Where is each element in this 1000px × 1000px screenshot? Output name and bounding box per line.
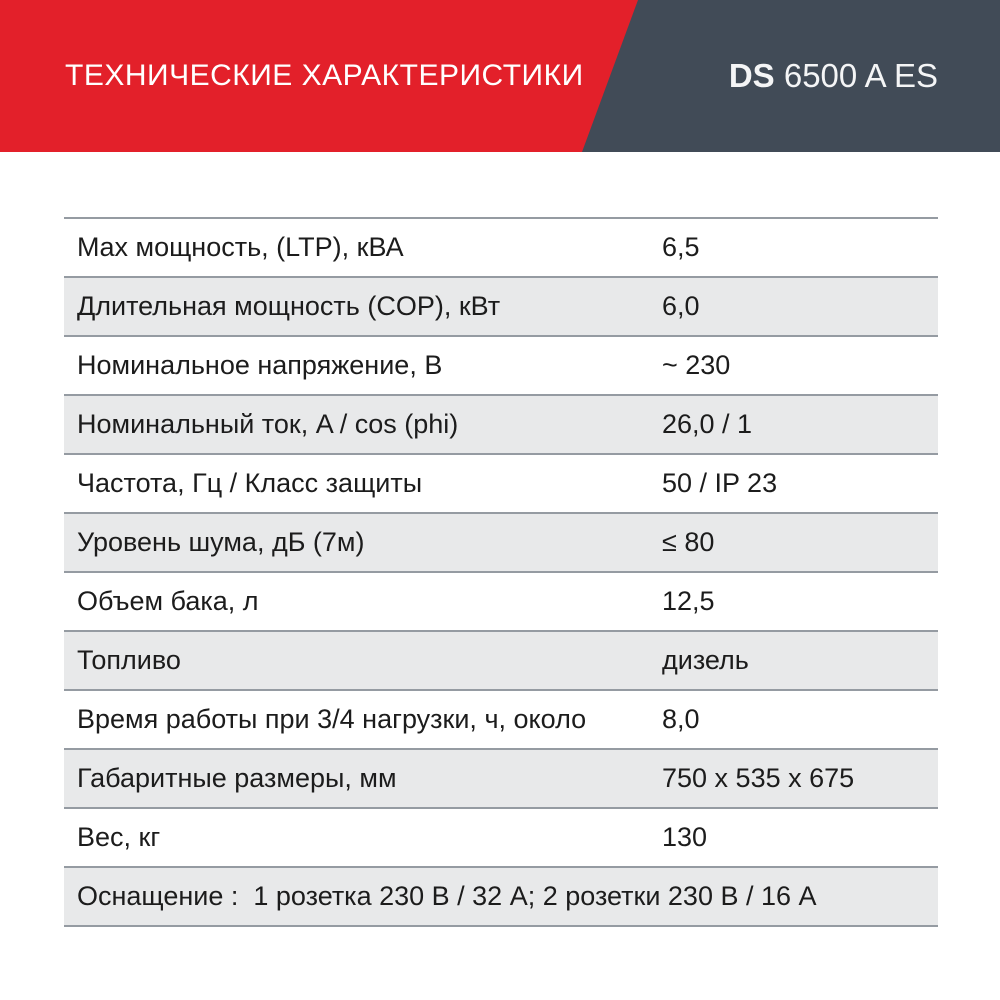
spec-row <box>64 335 938 394</box>
spec-value: ≤ 80 <box>662 527 715 557</box>
spec-row <box>64 512 938 571</box>
spec-value: 750 x 535 x 675 <box>662 763 855 793</box>
spec-row <box>64 748 938 807</box>
spec-label: Номинальный ток, A / cos (phi) <box>77 409 459 439</box>
spec-value: 26,0 / 1 <box>662 409 753 439</box>
spec-row <box>64 571 938 630</box>
model-name <box>729 0 938 152</box>
spec-label: Длительная мощность (COP), кВт <box>77 291 501 321</box>
model-number: 6500 A ES <box>774 57 938 94</box>
spec-row <box>64 689 938 748</box>
spec-label: Габаритные размеры, мм <box>77 763 397 793</box>
spec-row <box>64 866 938 925</box>
spec-value: 130 <box>662 822 708 852</box>
model-series: DS <box>728 57 775 94</box>
spec-label: Топливо <box>77 645 181 675</box>
spec-label: Max мощность, (LTP), кВА <box>77 232 404 262</box>
spec-value: 8,0 <box>662 704 700 734</box>
spec-value: ~ 230 <box>662 350 731 380</box>
spec-row <box>64 807 938 866</box>
spec-value: 12,5 <box>662 586 715 616</box>
spec-value: 6,5 <box>662 232 700 262</box>
spec-label: Объем бака, л <box>77 586 259 616</box>
spec-row <box>64 219 938 276</box>
spec-table <box>64 217 938 927</box>
spec-label: Частота, Гц / Класс защиты <box>77 468 423 498</box>
spec-label: Вес, кг <box>77 822 161 852</box>
spec-value: 6,0 <box>662 291 700 321</box>
spec-row <box>64 394 938 453</box>
spec-label: Номинальное напряжение, В <box>77 350 443 380</box>
header-banner <box>0 0 1000 152</box>
spec-value: 50 / IP 23 <box>662 468 778 498</box>
spec-value: дизель <box>662 645 749 675</box>
spec-label: Время работы при 3/4 нагрузки, ч, около <box>77 704 587 734</box>
spec-label: Оснащение : 1 розетка 230 В / 32 А; 2 розетки 230 В / 16 А <box>77 881 817 911</box>
page-title: ТЕХНИЧЕСКИЕ ХАРАКТЕРИСТИКИ <box>65 59 584 92</box>
spec-label: Уровень шума, дБ (7м) <box>77 527 365 557</box>
spec-row <box>64 453 938 512</box>
spec-row <box>64 630 938 689</box>
spec-row <box>64 276 938 335</box>
